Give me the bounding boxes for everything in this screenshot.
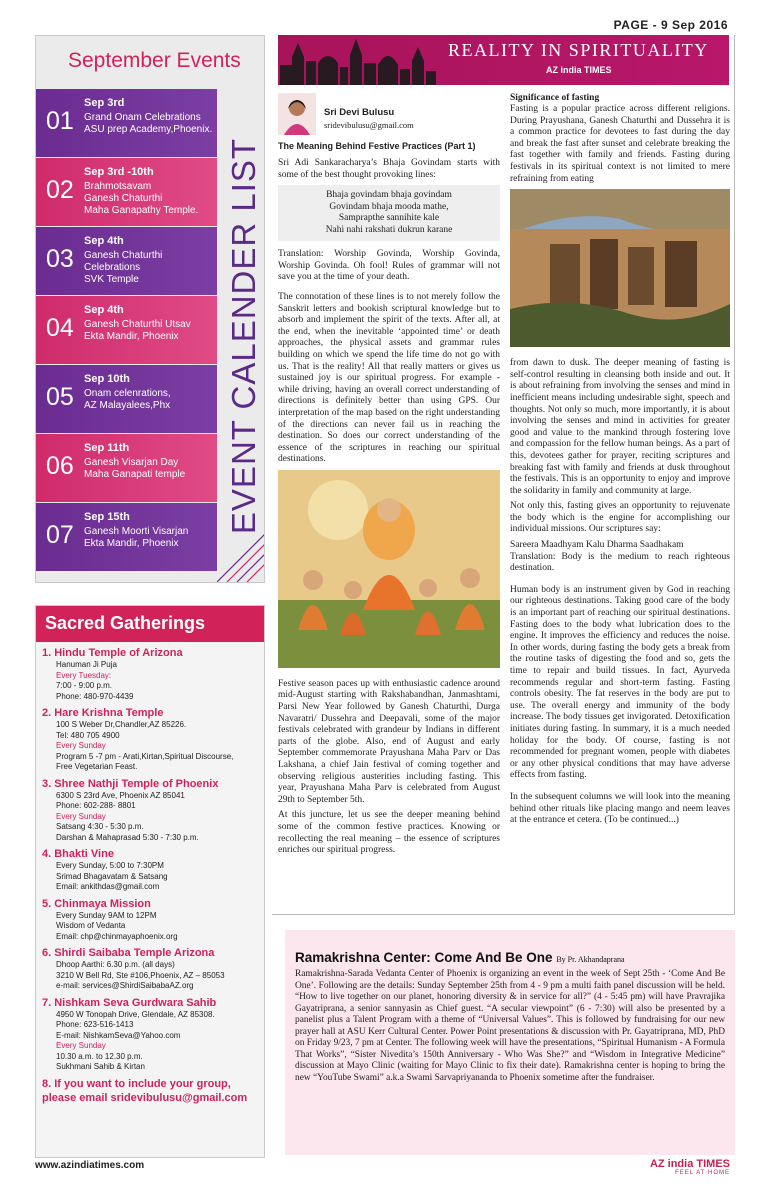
event-description-line: Ganesh Chaturthi bbox=[84, 250, 163, 261]
event-number: 03 bbox=[46, 245, 74, 273]
gathering-detail: 7:00 - 9:00 p.m. bbox=[56, 681, 113, 690]
event-item bbox=[36, 227, 217, 295]
event-number: 04 bbox=[46, 314, 74, 342]
reality-in-spirituality-article bbox=[272, 35, 735, 915]
gathering-name: 3. Shree Nathji Temple of Phoenix bbox=[42, 777, 219, 790]
gathering-item bbox=[36, 847, 264, 893]
gathering-detail: 10.30 a.m. to 12.30 p.m. bbox=[56, 1051, 143, 1061]
gathering-detail: Email: chp@chinmayaphoenix.org bbox=[56, 931, 178, 941]
article-column-left bbox=[278, 93, 500, 861]
verse-translation: Translation: Body is the medium to reach righteous destination. bbox=[510, 551, 730, 574]
gathering-detail: 4950 W Tonopah Drive, Glendale, AZ 85308. bbox=[56, 1009, 215, 1019]
gathering-name: 5. Chinmaya Mission bbox=[42, 897, 151, 910]
gathering-item bbox=[36, 777, 264, 844]
sanskrit-quote: Bhaja govindam bhaja govindam Govindam bhaja mooda mathe, Samprapthe sannihite kale Nahi nahi rakshati dukrun karane bbox=[278, 185, 500, 241]
gathering-detail: Satsang 4:30 - 5:30 p.m. bbox=[56, 822, 144, 831]
gathering-detail: Every Sunday bbox=[56, 741, 106, 750]
event-item bbox=[36, 434, 217, 502]
gatherings-list bbox=[36, 646, 264, 1073]
events-list bbox=[36, 89, 217, 572]
article-translation: Translation: Worship Govinda, Worship Govinda, Worship Govinda. Oh fool! Rules of grammar will not save you at the time of your death. bbox=[278, 249, 500, 283]
event-number: 05 bbox=[46, 383, 74, 411]
gathering-detail: Every Sunday, 5:00 to 7:30PM bbox=[56, 861, 164, 870]
page-number: PAGE - 9 Sep 2016 bbox=[613, 18, 728, 32]
author-email: sridevibulusu@gmail.com bbox=[324, 120, 414, 130]
gathering-detail: Phone: 602-288- 8801 bbox=[56, 801, 136, 810]
banner-title: REALITY IN SPIRITUALITY bbox=[448, 40, 709, 60]
event-item bbox=[36, 158, 217, 226]
gathering-name: 1. Hindu Temple of Arizona bbox=[42, 647, 183, 659]
event-description-line: Celebrations bbox=[84, 262, 141, 273]
event-description-line: Ekta Mandir, Phoenix bbox=[84, 538, 179, 549]
event-description-line: Ekta Mandir, Phoenix bbox=[84, 331, 179, 342]
event-date: Sep 15th bbox=[84, 511, 130, 523]
article-paragraph: Human body is an instrument given by God in reaching our righteous destinations. Taking good care of the body is an important part of reaching our spiritual destinations. Fasting does to the body what lubrication does to the engine. It improves the efficiency and reduces the noise. In other words, during fasting the body gets a break from the routine tasks of digesting the food and so, gets the time to repair and build tissues. In fact, Ayurveda recommends regular and short-term fasting. Fasting controls obesity. The fat reserves in the body are put to use. The overall energy and immunity of the body increase. The body tissues get invigorated. Detoxification initiates during fasting. In summary, it is a much needed holiday for the body. Of course, fasting is not recommended for pregnant women, people with diabetes or any other physical conditions that may have adverse effects from fasting. bbox=[510, 584, 730, 781]
gathering-name: 2. Hare Krishna Temple bbox=[42, 707, 164, 719]
gathering-detail: Hanuman Ji Puja bbox=[56, 660, 117, 669]
event-description-line: Grand Onam Celebrations bbox=[84, 112, 201, 123]
event-description-line: AZ Malayalees,Phx bbox=[84, 400, 171, 411]
gathering-item bbox=[36, 646, 264, 702]
event-date: Sep 3rd bbox=[84, 97, 125, 109]
gathering-name: 7. Nishkam Seva Gurdwara Sahib bbox=[42, 996, 217, 1009]
article-paragraph: Fasting is a popular practice across different religions. During Prayushana, Ganesh Chaturthi and Dussehra it is a common practice for devotees to fast during the day and break the fast after sunset and celebrate breaking the fast together with family and friends. Fasting during festivals in its spiritual context is not limited to mere refraining from eating bbox=[510, 104, 730, 184]
event-calendar-vertical-label: EVENT CALENDER LIST bbox=[225, 137, 262, 535]
event-date: Sep 3rd -10th bbox=[84, 166, 154, 178]
gathering-detail: Darshan & Mahaprasad 5:30 - 7:30 p.m. bbox=[56, 832, 199, 842]
author-block bbox=[278, 93, 500, 135]
event-description-line: ASU prep Academy,Phoenix. bbox=[84, 124, 213, 135]
article-paragraph: In the subsequent columns we will look into the meaning behind other rituals like placing mango and neem leaves at the entrance et cetera. (To be continued...) bbox=[510, 791, 730, 826]
ramakrishna-body: Ramakrishna-Sarada Vedanta Center of Phoenix is organizing an event in the week of Sept 25th - ‘Come And Be One’. Following are the details: Sunday September 25th from 4 - 9 pm a multi faith panel discussion will be held. “How to live together on our planet, honoring diversity & in service for all?” (4 - 5:45 pm) will have Pravrajika Gayatriprana, a senior sannyasin as Chief guest. “A secular viewpoint” (6 - 7:30) will also be presented by a panelist plus a Talent Program with a theme of “Universal Values”. This is followed by fundraising for our new prayer hall at ASU Kerr Cultural Center. Power Point presentations & discussion with Pr. Gayatriprana, MD, PhD on Friday 9/23, 7 pm at Center. The following week will have the presentations, “Spiritual Humanism - A Formula That Works”, “Sister Nivedita’s 150th Anniversary - Who Was She?” and “Wisdom in Integrative Medicine” discussion at Mayo Clinic (waiting for Mayo Clinic to fix their date). Ramakrishna center is hoping to bring the new “YouTube Swami” a.k.a Swami Sarvapriyananda to Phoenix sometime after the fundraiser. bbox=[295, 969, 725, 1083]
event-description bbox=[84, 457, 216, 481]
gathering-detail: Every Sunday 9AM to 12PM bbox=[56, 910, 157, 920]
fasting-subheading: Significance of fasting bbox=[510, 93, 600, 103]
gathering-detail: 3210 W Bell Rd, Ste #106,Phoenix, AZ – 85053 bbox=[56, 970, 225, 980]
gathering-detail: Every Sunday bbox=[56, 811, 106, 821]
event-number: 01 bbox=[46, 107, 74, 135]
article-intro: Sri Adi Sankaracharya’s Bhaja Govindam starts with some of the best thought provoking lines: bbox=[278, 158, 500, 180]
event-description bbox=[84, 181, 216, 217]
event-date: Sep 10th bbox=[84, 373, 130, 385]
article-paragraph: The connotation of these lines is to not merely follow the Sanskrit letters and bookish scriptural knowledge but to absorb and implement the spirit of the texts. After all, at the end, when the inevitable ‘appointed time’ or death approaches, the physical assets and grammar rules building on which we spend the life time do not go with us. That is the reality! All that really matters or gives us sustained joy is our spiritual progress. For example - while driving, having an overall correct understanding of directions is definitely better than using GPS. Our interpretation of the map based on the right understanding of the directions can never fail us in reaching the destination. So does our correct understanding of the essence of the scriptures in reaching our spiritual destinations. bbox=[278, 291, 500, 465]
gathering-detail: Dhoop Aarthi: 6.30 p.m. (all days) bbox=[56, 960, 175, 969]
event-description-line: Ganesh Chaturthi bbox=[84, 193, 163, 204]
events-title: September Events bbox=[68, 49, 241, 72]
event-description bbox=[84, 250, 216, 286]
ramakrishna-title: Ramakrishna Center: Come And Be One By Pr. Akhandaprana bbox=[295, 950, 625, 965]
gathering-item bbox=[36, 996, 264, 1073]
gatherings-title: Sacred Gatherings bbox=[36, 606, 264, 642]
event-item bbox=[36, 503, 217, 571]
banner-logo: AZ india TIMES bbox=[546, 65, 612, 75]
sanskrit-verse: Sareera Maadhyam Kalu Dharma Saadhakam bbox=[510, 540, 684, 551]
event-item bbox=[36, 365, 217, 433]
ramakrishna-center-box bbox=[285, 930, 735, 1155]
gathering-detail: Email: ankithdas@gmail.com bbox=[56, 882, 160, 891]
gathering-detail: Tel: 480 705 4900 bbox=[56, 730, 120, 740]
gathering-detail: E-mail: NishkamSeva@Yahoo.com bbox=[56, 1030, 181, 1040]
event-description bbox=[84, 319, 216, 343]
gathering-detail: 100 S Weber Dr,Chandler,AZ 85226. bbox=[56, 720, 187, 729]
event-number: 07 bbox=[46, 521, 74, 549]
gathering-detail: Every Sunday bbox=[56, 1041, 106, 1050]
gathering-detail: Phone: 480-970-4439 bbox=[56, 691, 134, 701]
article-column-right bbox=[510, 93, 730, 831]
gathering-detail: Phone: 623-516-1413 bbox=[56, 1020, 134, 1029]
event-description-line: Maha Ganapati temple bbox=[84, 469, 186, 480]
gathering-detail: Every Tuesday: bbox=[56, 670, 112, 680]
gathering-detail: 6300 S 23rd Ave, Phoenix AZ 85041 bbox=[56, 790, 185, 800]
gatherings-cta: 8. If you want to include your group, please email sridevibulusu@gmail.com bbox=[42, 1077, 248, 1104]
article-title: The Meaning Behind Festive Practices (Part 1) bbox=[278, 141, 476, 151]
event-description-line: Brahmotsavam bbox=[84, 181, 152, 192]
event-description-line: Ganesh Moorti Visarjan bbox=[84, 526, 189, 537]
gathering-detail: e-mail: services@ShirdiSaibabaAZ.org bbox=[56, 981, 194, 990]
ramakrishna-byline: By Pr. Akhandaprana bbox=[556, 955, 625, 964]
event-description-line: SVK Temple bbox=[84, 274, 139, 285]
event-item bbox=[36, 89, 217, 157]
gathering-item bbox=[36, 897, 264, 943]
article-banner bbox=[278, 35, 729, 85]
gathering-detail: Wisdom of Vedanta bbox=[56, 921, 126, 930]
footer-logo: AZ india TIMES FEEL AT HOME bbox=[649, 1158, 730, 1176]
cave-temple-photo bbox=[510, 189, 730, 352]
author-name: Sri Devi Bulusu bbox=[324, 107, 395, 118]
gathering-detail: Srimad Bhagavatam & Satsang bbox=[56, 871, 168, 881]
event-description-line: Onam celenrations, bbox=[84, 388, 171, 399]
article-paragraph: from dawn to dusk. The deeper meaning of fasting is self-control resulting in cleansing both inside and out. It is about refraining from involving the senses and mind in inefficient means including undesirable sight, speech and thoughts. Not only so much, more importantly, it is about involving the senses and mind in activities for greater good and value to the mankind through fostering love and compassion for the fellow human beings. As a part of this, devotees gather for prayer, reciting scriptures and breaking fast with family and friends at dusk throughout the festivals. This is an opportunity to enjoy and improve the solidarity in family and community at large. bbox=[510, 358, 730, 496]
gathering-detail: Program 5 -7 pm - Arati,Kirtan,Spiritual Discourse, bbox=[56, 751, 234, 761]
event-number: 02 bbox=[46, 176, 74, 204]
gathering-name: 6. Shirdi Saibaba Temple Arizona bbox=[42, 947, 215, 959]
event-date: Sep 4th bbox=[84, 304, 124, 316]
gathering-detail: Free Vegetarian Feast. bbox=[56, 762, 138, 771]
gathering-item bbox=[36, 706, 264, 773]
page-header bbox=[0, 18, 770, 32]
event-description-line: Maha Ganapathy Temple. bbox=[84, 205, 199, 216]
sankaracharya-painting bbox=[278, 470, 500, 673]
article-paragraph: Not only this, fasting gives an opportunity to rejuvenate the body which is the engine for accomplishing our individual missions. Our scriptures say: bbox=[510, 501, 730, 535]
event-number: 06 bbox=[46, 452, 74, 480]
event-description bbox=[84, 388, 216, 412]
event-description-line: Ganesh Chaturthi Utsav bbox=[84, 319, 191, 330]
sacred-gatherings-panel bbox=[35, 605, 265, 1158]
article-paragraph: At this juncture, let us see the deeper meaning behind some of the common festive practices. Knowing or recollecting the real meaning – the essence of scriptures enriches our spiritual progress. bbox=[278, 810, 500, 856]
author-photo bbox=[278, 93, 316, 135]
gathering-name: 4. Bhakti Vine bbox=[42, 848, 114, 860]
gathering-detail: Sukhmani Sahib & Kirtan bbox=[56, 1062, 145, 1071]
footer-website-link[interactable]: www.azindiatimes.com bbox=[35, 1160, 145, 1171]
september-events-panel bbox=[35, 35, 265, 583]
event-description-line: Ganesh Visarjan Day bbox=[84, 457, 179, 468]
event-date: Sep 11th bbox=[84, 442, 130, 454]
article-paragraph: Festive season paces up with enthusiastic cadence around mid-August starting with Rakshabandhan, Janmashtami, Parsi New Year followed by Ganesh Chaturthi, Durga Navaratri/ Dussehra and Deepavali, some of the major festivals celebrated with grandeur by Indians in different parts of the globe. Also, end of August and early September commemorate Prayushana Maha Parv or Das Lakshana, a chief Jain festival of coming together and observing religious austerities including fasting. This year, Prayushana Maha Parv is celebrated from August 29th to September 5th. bbox=[278, 678, 500, 805]
gathering-item bbox=[36, 946, 264, 992]
event-description bbox=[84, 526, 216, 550]
event-description bbox=[84, 112, 216, 136]
event-date: Sep 4th bbox=[84, 235, 124, 247]
event-item bbox=[36, 296, 217, 364]
decorative-stripes bbox=[217, 502, 265, 582]
